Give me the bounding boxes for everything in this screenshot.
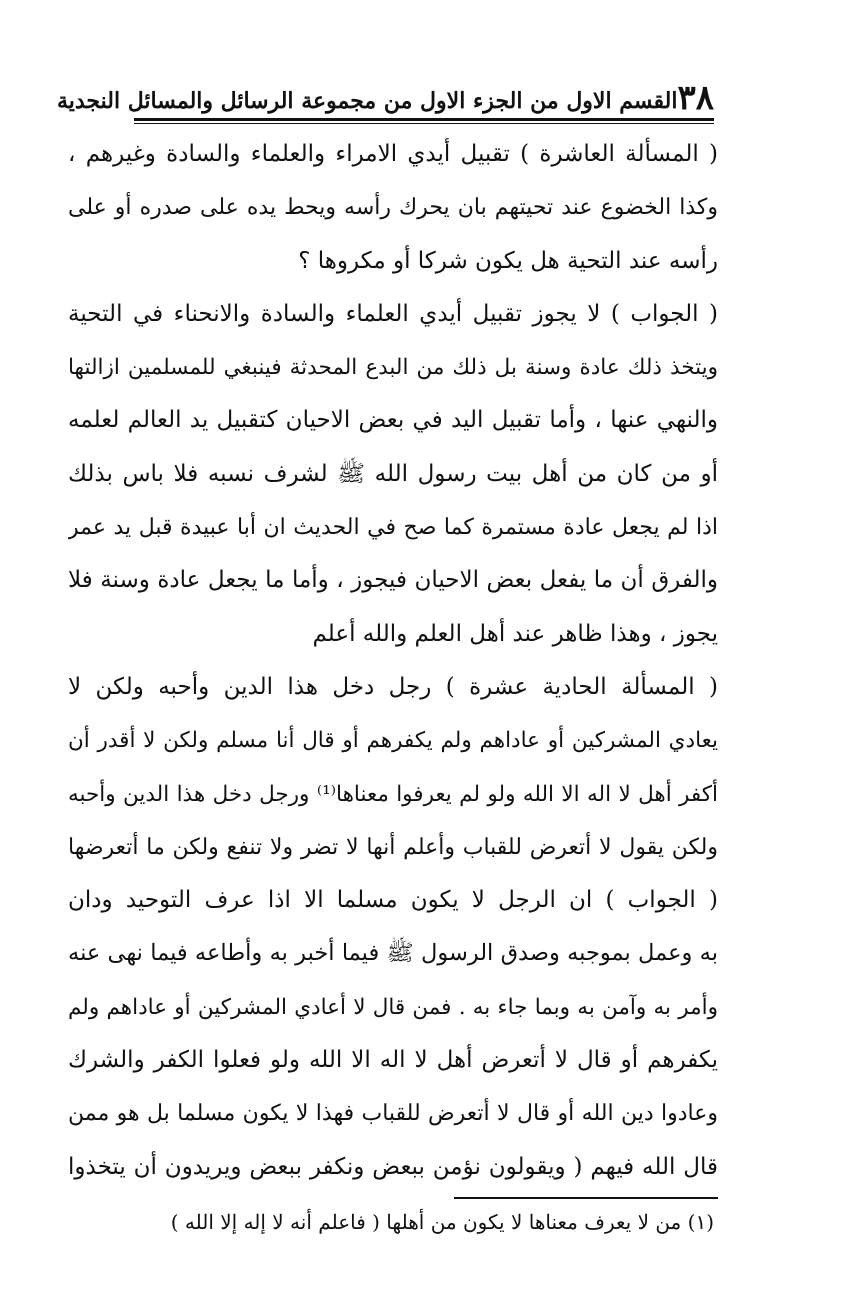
- text-line: ( الجواب ) ان الرجل لا يكون مسلما الا اذا عرف التوحيد ودان: [68, 887, 718, 914]
- text-line: قال الله فيهم ( ويقولون نؤمن ببعض ونكفر ببعض ويريدون أن يتخذوا: [68, 1153, 718, 1180]
- running-title: القسم الاول من الجزء الاول من مجموعة الرسائل والمسائل النجدية: [56, 88, 678, 114]
- text-line: ويتخذ ذلك عادة وسنة بل ذلك من البدع المحدثة فينبغي للمسلمين ازالتها: [68, 355, 718, 381]
- text-line: يكفرهم أو قال لا أتعرض أهل لا اله الا الله ولو فعلوا الكفر والشرك: [68, 1047, 718, 1074]
- page-header: [56, 72, 714, 118]
- text-line: به وعمل بموجبه وصدق الرسول ﷺ فيما أخبر به وأطاعه فيما نهى عنه: [68, 940, 718, 967]
- text-line: ( المسألة الحادية عشرة ) رجل دخل هذا الدين وأحبه ولكن لا: [68, 673, 718, 700]
- body-text: [68, 128, 718, 1194]
- text-line: وكذا الخضوع عند تحيتهم بان يحرك رأسه ويحط يده على صدره أو على: [68, 195, 718, 221]
- footnote: (١) من لا يعرف معناها لا يكون من أهلها ( فاعلم أنه لا إله إلا الله ): [170, 1210, 714, 1234]
- text-line: والنهي عنها ، وأما تقبيل اليد في بعض الاحيان كتقبيل يد العالم لعلمه: [68, 407, 718, 434]
- text-line: وأمر به وآمن به وبما جاء به . فمن قال لا أعادي المشركين أو عاداهم ولم: [68, 994, 718, 1020]
- text-line: ( المسألة العاشرة ) تقبيل أيدي الامراء والعلماء والسادة وغيرهم ،: [68, 141, 718, 167]
- text-line: يجوز ، وهذا ظاهر عند أهل العلم والله أعلم: [312, 620, 718, 647]
- text-line: ولكن يقول لا أتعرض للقباب وأعلم أنها لا تضر ولا تنفع ولكن ما أتعرضها: [68, 834, 718, 860]
- text-line: اذا لم يجعل عادة مستمرة كما صح في الحديث ان أبا عبيدة قبل يد عمر: [68, 515, 718, 541]
- header-rule-thin: [134, 123, 714, 124]
- text-line: يعادي المشركين أو عاداهم ولم يكفرهم أو قال أنا مسلم ولكن لا أقدر أن: [68, 728, 718, 754]
- text-line: أو من كان من أهل بيت رسول الله ﷺ لشرف نسبه فلا باس بذلك: [68, 460, 718, 487]
- header-rule: [134, 118, 714, 121]
- page-number: ٣٨: [677, 78, 714, 118]
- text-line: رأسه عند التحية هل يكون شركا أو مكروها ؟: [298, 247, 718, 274]
- text-line: وعادوا دين الله أو قال لا أتعرض للقباب فهذا لا يكون مسلما بل هو ممن: [68, 1101, 718, 1127]
- text-line: والفرق أن ما يفعل بعض الاحيان فيجوز ، وأما ما يجعل عادة وسنة فلا: [68, 567, 718, 594]
- text-line: أكفر أهل لا اله الا الله ولو لم يعرفوا معناها⁽¹⁾ ورجل دخل هذا الدين وأحبه: [68, 781, 718, 807]
- footnote-rule: [454, 1197, 718, 1199]
- text-line: ( الجواب ) لا يجوز تقبيل أيدي العلماء والسادة والانحناء في التحية: [68, 300, 718, 327]
